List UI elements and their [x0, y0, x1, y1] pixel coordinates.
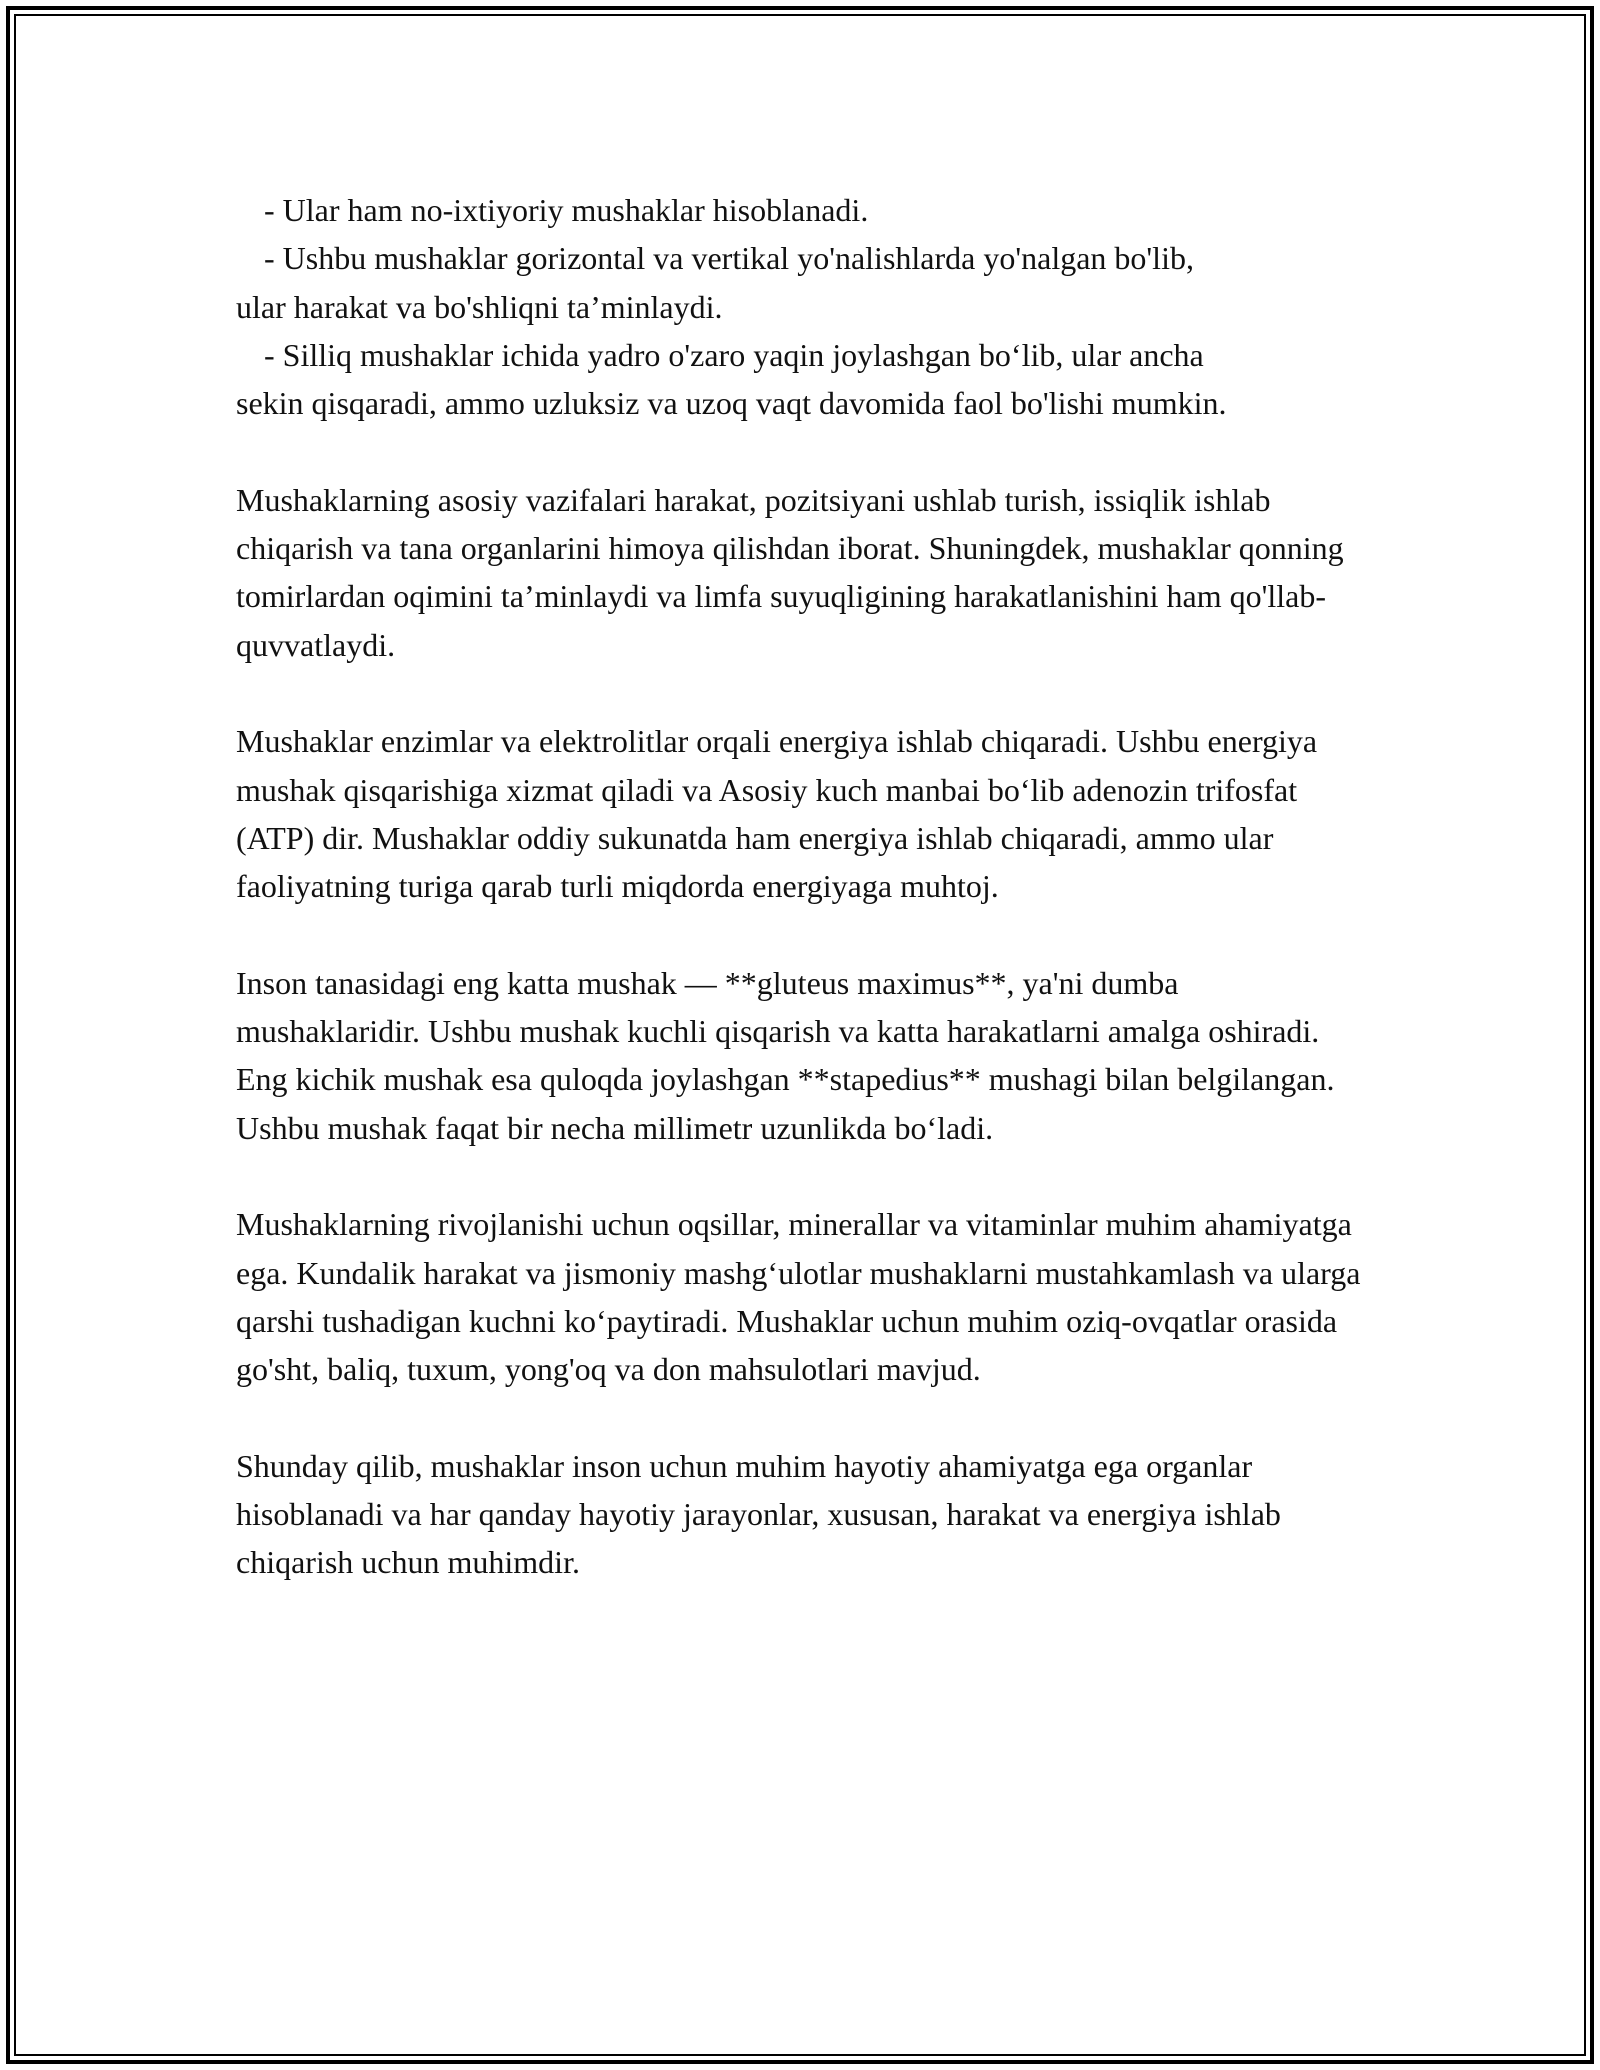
list-block [236, 186, 1366, 427]
list-item-continuation: sekin qisqaradi, ammo uzluksiz va uzoq vaqt davomida faol bo'lishi mumkin. [236, 385, 1227, 422]
paragraph-muscle-nutrition: Mushaklarning rivojlanishi uchun oqsillar, minerallar va vitaminlar muhim ahamiyatga ega. Kundalik harakat va jismoniy mashg‘ulotlar mushaklarni mustahkamlash va ularga qarshi tushadigan kuchni ko‘paytiradi. Mushaklar uchun muhim oziq-ovqatlar orasida go'sht, baliq, tuxum, yong'oq va don mahsulotlari mavjud. [236, 1206, 1361, 1388]
list-item: - Ular ham no-ixtiyoriy mushaklar hisoblanadi. [264, 192, 869, 228]
paragraph-muscle-functions: Mushaklarning asosiy vazifalari harakat, pozitsiyani ushlab turish, issiqlik ishlab chiqarish va tana organlarini himoya qilishdan iborat. Shuningdek, mushaklar qonning tomirlardan oqimini ta’minlaydi va limfa suyuqligining harakatlanishini ham qo'llab-quvvatlaydi. [236, 481, 1344, 663]
paragraph-muscle-energy: Mushaklar enzimlar va elektrolitlar orqali energiya ishlab chiqaradi. Ushbu energiya mushak qisqarishiga xizmat qiladi va Asosiy kuch manbai bo‘lib adenozin trifosfat (ATP) dir. Mushaklar oddiy sukunatda ham energiya ishlab chiqaradi, ammo ular faoliyatning turiga qarab turli miqdorda energiyaga muhtoj. [236, 723, 1318, 905]
paragraph-largest-smallest-muscle: Inson tanasidagi eng katta mushak — **gluteus maximus**, ya'ni dumba mushaklaridir. Ushbu mushak kuchli qisqarish va katta harakatlarni amalga oshiradi. Eng kichik mushak esa quloqda joylashgan **stapedius** mushagi bilan belgilangan. Ushbu mushak faqat bir necha millimetr uzunlikda bo‘ladi. [236, 964, 1335, 1146]
list-item-continuation: ular harakat va bo'shliqni ta’minlaydi. [236, 288, 723, 325]
paragraph-conclusion: Shunday qilib, mushaklar inson uchun muhim hayotiy ahamiyatga ega organlar hisoblanadi va har qanday hayotiy jarayonlar, xususan, harakat va energiya ishlab chiqarish uchun muhimdir. [236, 1447, 1281, 1581]
document-body [236, 186, 1366, 1635]
list-item: - Ushbu mushaklar gorizontal va vertikal yo'nalishlarda yo'nalgan bo'lib, [264, 240, 1194, 277]
list-item: - Silliq mushaklar ichida yadro o'zaro yaqin joylashgan bo‘lib, ular ancha [264, 336, 1204, 373]
